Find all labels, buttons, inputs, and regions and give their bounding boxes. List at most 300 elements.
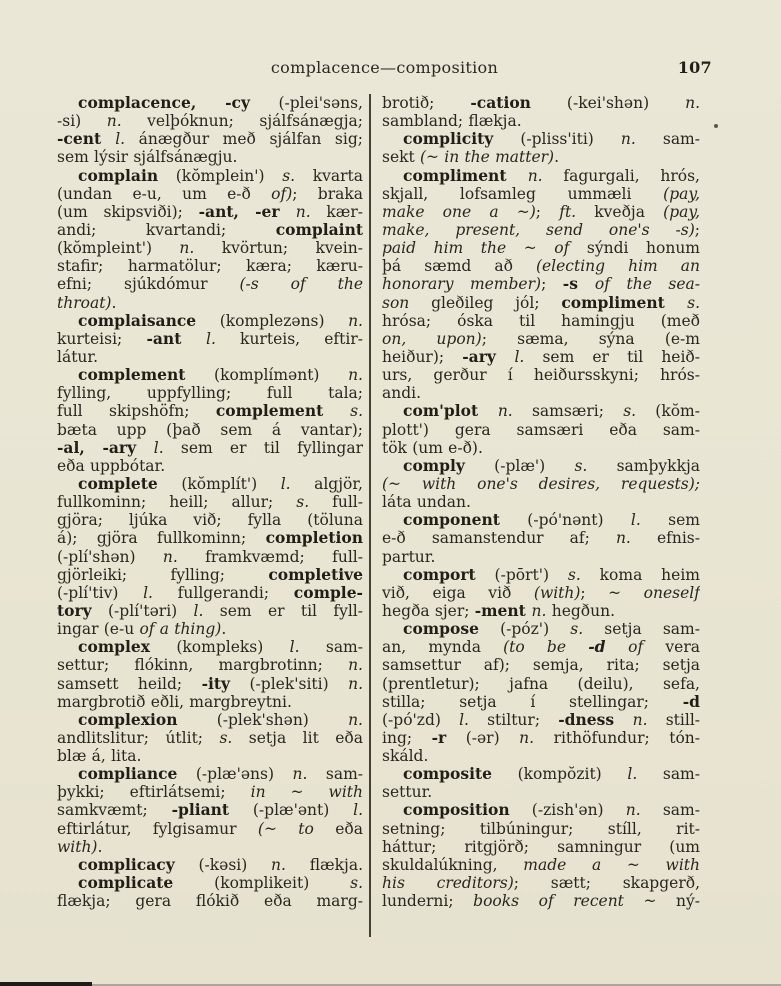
text-segment: ; braka [292,184,363,203]
text-segment: l. [193,601,204,620]
text-segment: n. [271,855,286,874]
text-line [382,421,700,439]
text-segment: of a thing) [139,620,222,639]
text-segment: -cent [57,130,116,149]
text-segment: sem er til fyllingar [163,438,363,457]
text-line [382,602,700,620]
text-segment: composition [403,801,510,820]
text-segment: sam- [640,801,700,820]
text-line [382,275,700,293]
text-segment: (-pó'zd) [382,710,460,729]
text-segment: (kompleks) [150,638,290,657]
text-segment: s. [570,620,584,639]
text-line [57,421,363,439]
text-segment: sam- [299,638,363,657]
text-segment: fylling, uppfylling; full tala; [57,384,363,403]
text-segment: n. [632,710,648,729]
text-segment: samsettur af); semja, rita; setja [382,656,700,675]
text-segment: on, upon) [382,329,482,348]
text-segment: ; sætt; skapgerð, [513,874,700,893]
text-line [382,765,700,783]
text-segment: kurteis, eftir- [215,329,363,348]
text-line [57,348,363,366]
text-line [382,693,700,711]
text-segment: composite [403,765,492,784]
text-segment: (komplezəns) [196,311,349,330]
text-line [382,402,700,420]
text-segment: complain [78,166,159,185]
text-segment: ft. [559,202,577,221]
text-line [382,475,700,493]
text-segment: kveðja [576,202,664,221]
text-line [382,112,700,130]
text-segment: andi; kvartandi; [57,220,276,239]
text-segment: n. [106,112,122,131]
text-line [382,94,700,112]
text-segment: ingar (e-u [57,620,140,639]
text-line [57,257,363,275]
text-segment: -ment [474,601,532,620]
text-segment: . [554,148,560,167]
text-segment: sem lýsir sjálfsánægju. [57,148,238,167]
text-segment: n. [527,166,543,185]
text-segment: samþykkja [587,456,700,475]
text-segment: honorary member) [382,275,542,294]
text-segment: (-plí'tiv) [57,583,144,602]
text-segment: l. [627,765,638,784]
text-segment: -dness [558,710,633,729]
text-segment: (prentletur); jafna (deilu), sefa, [382,674,700,693]
text-segment: (um skipsviði); [57,202,199,221]
text-segment: make, present, send one's -s) [382,220,695,239]
text-line [382,566,700,584]
text-segment: ný- [656,892,700,911]
text-segment: l. [514,347,525,366]
text-segment: s. [567,565,581,584]
text-segment: eftirlátur, fylgisamur [57,819,258,838]
text-line [57,275,363,293]
text-segment: kær- [310,202,363,221]
text-segment: (-kəsi) [174,855,272,874]
text-segment: efni; sjúkdómur [57,275,240,294]
right-column [382,94,700,937]
text-line [382,167,700,185]
text-segment: n. [348,656,363,675]
text-segment: (pay, [663,184,700,203]
text-segment: efnis- [630,529,700,548]
text-segment: setning; tilbúningur; stíll, rit- [382,819,700,838]
text-segment: n. [179,239,195,258]
text-line [382,548,700,566]
text-line [382,130,700,148]
text-segment: complete [78,474,158,493]
text-segment: complicity [403,130,494,149]
text-segment: eða [313,819,363,838]
text-line [382,239,700,257]
scan-edge-shadow [0,982,92,986]
text-segment: n. [531,601,547,620]
text-segment: . [111,293,117,312]
text-line [382,257,700,275]
text-segment: compliance [78,765,178,784]
text-segment: (with) [533,583,581,602]
text-segment: stiltur; [468,710,559,729]
text-segment: s. [296,493,310,512]
text-segment: of) [271,184,293,203]
text-segment: (komplikeit) [173,874,351,893]
text-line [57,602,363,620]
text-segment: (-plek'siti) [230,674,349,693]
text-segment: ; [541,275,563,294]
text-segment: an, mynda [382,638,504,657]
text-segment: books of recent ~ [473,892,657,911]
text-line [57,203,363,221]
text-segment: plott') gera samsæri eða sam- [382,420,700,439]
text-segment: completion [265,529,363,548]
text-segment: andlitslitur; útlit; [57,728,220,747]
text-segment: háttur; ritgjörð; samningur (um [382,837,700,856]
text-segment: comply [403,456,465,475]
text-segment: (kŏmplein') [158,166,283,185]
text-segment: comport [403,565,476,584]
text-line [57,112,363,130]
text-line [57,675,363,693]
text-line [57,783,363,801]
text-segment: with) [57,837,98,856]
text-segment: n. [685,94,700,112]
text-segment: hrósa; óska til hamingju (með [382,311,700,330]
text-segment: samkvæmt; [57,801,172,820]
text-line [57,656,363,674]
text-segment: (-plæ'ənt) [229,801,354,820]
text-segment: kvörtun; kvein- [194,239,363,258]
text-segment: l. [459,710,469,729]
text-segment: complacence, -cy [78,94,250,112]
text-line [57,711,363,729]
text-line [57,584,363,602]
text-segment: n. [497,402,513,421]
text-segment: s. [282,166,296,185]
text-segment: -si) [57,112,107,131]
text-segment: látur. [57,347,99,366]
text-segment: complicate [78,874,174,893]
text-line [382,148,700,166]
text-segment: kurteisi; [57,329,147,348]
text-line [57,221,363,239]
text-line [382,294,700,312]
text-line [382,656,700,674]
text-segment: (kŏmpleint') [57,239,180,258]
text-segment: paid him the ~ of [382,239,570,258]
text-segment: full skipshöfn; [57,402,216,421]
text-line [57,566,363,584]
text-line [382,801,700,819]
text-segment: l. [353,801,363,820]
text-segment: stilla; setja í stellingar; [382,692,683,711]
text-segment: his creditors) [382,874,514,893]
text-segment: n. [348,311,363,330]
text-segment: n. [620,130,636,149]
text-line [57,94,363,112]
text-segment: koma heim [580,565,700,584]
text-line [57,475,363,493]
text-segment: -al, -ary [57,438,154,457]
text-line [382,874,700,892]
text-segment: s. [687,293,700,312]
text-segment: framkvæmd; full- [177,547,363,566]
text-segment: algjör, [290,474,363,493]
text-segment: (~ with one's desires, requests); [382,474,700,493]
text-segment: -ant [146,329,206,348]
text-segment: compose [403,620,479,639]
text-segment: -r [431,728,447,747]
text-line [382,366,700,384]
text-line [57,529,363,547]
text-segment: settur. [382,783,433,802]
text-line [382,838,700,856]
running-head: complacence—composition [270,58,499,77]
text-line [57,167,363,185]
text-segment: (electing him an [535,257,700,276]
text-segment: urs, gerður í heiðursskyni; hrós- [382,366,700,385]
page-header [57,58,712,80]
page-number: 107 [677,58,712,77]
text-segment: n. [348,674,363,693]
left-column [57,94,363,937]
text-segment: comple- [293,583,363,602]
text-segment: margbrotið eðli, margbreytni. [57,692,292,711]
text-segment: eða uppbótar. [57,456,166,475]
text-line [57,457,363,475]
text-segment: fullgerandi; [152,583,294,602]
text-segment: -pliant [171,801,230,820]
text-segment: -ant, -er [198,202,296,221]
text-segment: partur. [382,547,436,566]
text-segment: n. [519,728,535,747]
text-line [382,312,700,330]
text-line [57,638,363,656]
text-segment: settur; flókinn, margbrotinn; [57,656,349,675]
text-segment: (-pōrt') [475,565,568,584]
text-segment: -ary [462,347,515,366]
text-segment: ing; [382,728,432,747]
text-segment: ~ oneself [608,583,700,602]
text-segment: rithöfundur; tón- [534,728,700,747]
text-segment: n. [292,765,308,784]
text-segment: in ~ with [250,783,363,802]
text-segment: tory [57,601,92,620]
text-segment: (pay, [663,202,700,221]
text-line [57,239,363,257]
text-segment: velþóknun; sjálfsánægja; [121,112,363,131]
text-segment: (-s of the [239,275,363,294]
text-segment: (komplímənt) [185,366,349,385]
column-divider-rule [369,94,371,937]
text-segment: n. [162,547,178,566]
text-line [57,874,363,892]
text-segment: (~ in the matter) [420,148,555,167]
text-segment: (undan e-u, um e-ð [57,184,272,203]
text-line [57,439,363,457]
text-segment: s. [350,874,363,893]
text-segment: l. [153,438,164,457]
text-line [57,729,363,747]
text-segment: (-plæ'əns) [177,765,293,784]
text-line [57,693,363,711]
text-line [57,892,363,910]
text-segment: of the sea- [594,275,700,294]
text-segment: complaisance [78,311,197,330]
text-segment: s. [350,402,363,421]
text-segment: complaint [275,220,363,239]
text-segment: skjall, lofsamleg ummæli [382,184,664,203]
text-segment: full- [309,493,363,512]
text-segment: n. [625,801,641,820]
text-segment: (kŏmplít') [157,474,281,493]
text-line [382,856,700,874]
text-line [382,711,700,729]
text-segment: flækja; gera flókið eða marg- [57,892,363,911]
text-line [382,493,700,511]
ink-speck [714,124,718,128]
text-segment: þá sæmd að [382,257,536,276]
text-segment: s. [623,402,637,421]
text-segment: sam- [307,765,363,784]
text-line [57,765,363,783]
text-line [57,493,363,511]
text-line [57,801,363,819]
text-line [382,221,700,239]
text-segment: sam- [637,765,700,784]
text-segment: ; [580,583,609,602]
text-segment: fagurgali, hrós, [542,166,700,185]
text-segment: make one a ~) [382,202,536,221]
text-segment: ánægður með sjálfan sig; [125,130,363,149]
text-segment: andi. [382,384,422,403]
text-segment: ; [535,202,560,221]
text-segment: kvarta [295,166,363,185]
text-segment: (-pó'nənt) [499,511,631,530]
text-segment: component [403,511,500,530]
text-line [382,185,700,203]
text-segment: -ity [201,674,231,693]
text-segment: compliment [403,166,528,185]
text-segment: við, eiga við [382,583,534,602]
text-segment: -d [682,692,700,711]
text-segment: -d [588,638,629,657]
text-segment: (to be [503,638,589,657]
text-segment: l. [289,638,300,657]
text-line [382,348,700,366]
text-line [57,148,363,166]
text-segment: (~ to [257,819,314,838]
text-segment: setja sam- [583,620,700,639]
text-columns [57,94,712,937]
text-segment: gjörleiki; fylling; [57,565,269,584]
text-segment: compliment [561,293,688,312]
text-segment: þykki; eftirlátsemi; [57,783,251,802]
text-line [382,747,700,765]
text-segment: (-zish'ən) [509,801,626,820]
text-segment: hegðun. [546,601,616,620]
text-line [382,330,700,348]
text-line [57,402,363,420]
text-segment: sam- [635,130,700,149]
text-segment: blæ á, lita. [57,747,142,766]
text-segment: (-plí'shən) [57,547,163,566]
text-segment: hegða sjer; [382,601,475,620]
text-segment: sýndi honum [569,239,700,258]
text-segment: l. [143,583,153,602]
text-segment: setja lit eða [232,728,363,747]
text-segment: heiður); [382,347,463,366]
text-segment: n. [295,202,311,221]
text-segment: still- [647,710,700,729]
text-segment: (-pliss'iti) [493,130,621,149]
text-line [57,620,363,638]
text-segment: l. [630,511,641,530]
text-line [57,856,363,874]
text-segment: (kŏm- [636,402,700,421]
text-segment: vera [643,638,700,657]
text-line [382,584,700,602]
text-segment: s. [574,456,588,475]
text-segment: n. [348,710,363,729]
text-segment: (-plí'təri) [91,601,194,620]
text-line [57,384,363,402]
text-segment: n. [348,366,363,385]
text-segment: flækja. [285,855,363,874]
text-segment: made a ~ with [523,855,700,874]
text-segment: samsæri; [512,402,624,421]
text-segment: fullkominn; heill; allur; [57,493,297,512]
text-line [57,747,363,765]
text-line [57,312,363,330]
text-line [57,130,363,148]
text-segment: . [97,837,103,856]
text-line [382,439,700,457]
text-segment: complexion [78,710,178,729]
text-segment: . [221,620,227,639]
text-segment: (-plei'səns, [250,94,363,112]
text-line [57,548,363,566]
text-line [57,185,363,203]
text-segment: complicacy [78,855,175,874]
text-segment: complement [215,402,351,421]
text-segment: l. [115,130,126,149]
text-segment: completive [268,565,363,584]
text-line [382,638,700,656]
text-line [382,457,700,475]
text-segment: sem er til fyll- [203,601,363,620]
text-line [57,820,363,838]
text-segment: l. [206,329,216,348]
text-line [382,892,700,910]
text-segment: skáld. [382,747,429,766]
text-line [57,294,363,312]
text-segment: -cation [470,94,531,112]
text-line [382,384,700,402]
text-line [57,511,363,529]
text-segment: (-plek'shən) [177,710,349,729]
text-segment: s. [219,728,233,747]
text-segment: (-ər) [446,728,520,747]
text-segment: sekt [382,148,420,167]
text-segment: -s [562,275,595,294]
text-segment: sem [640,511,700,530]
text-segment: brotið; [382,94,471,112]
text-segment: n. [615,529,631,548]
